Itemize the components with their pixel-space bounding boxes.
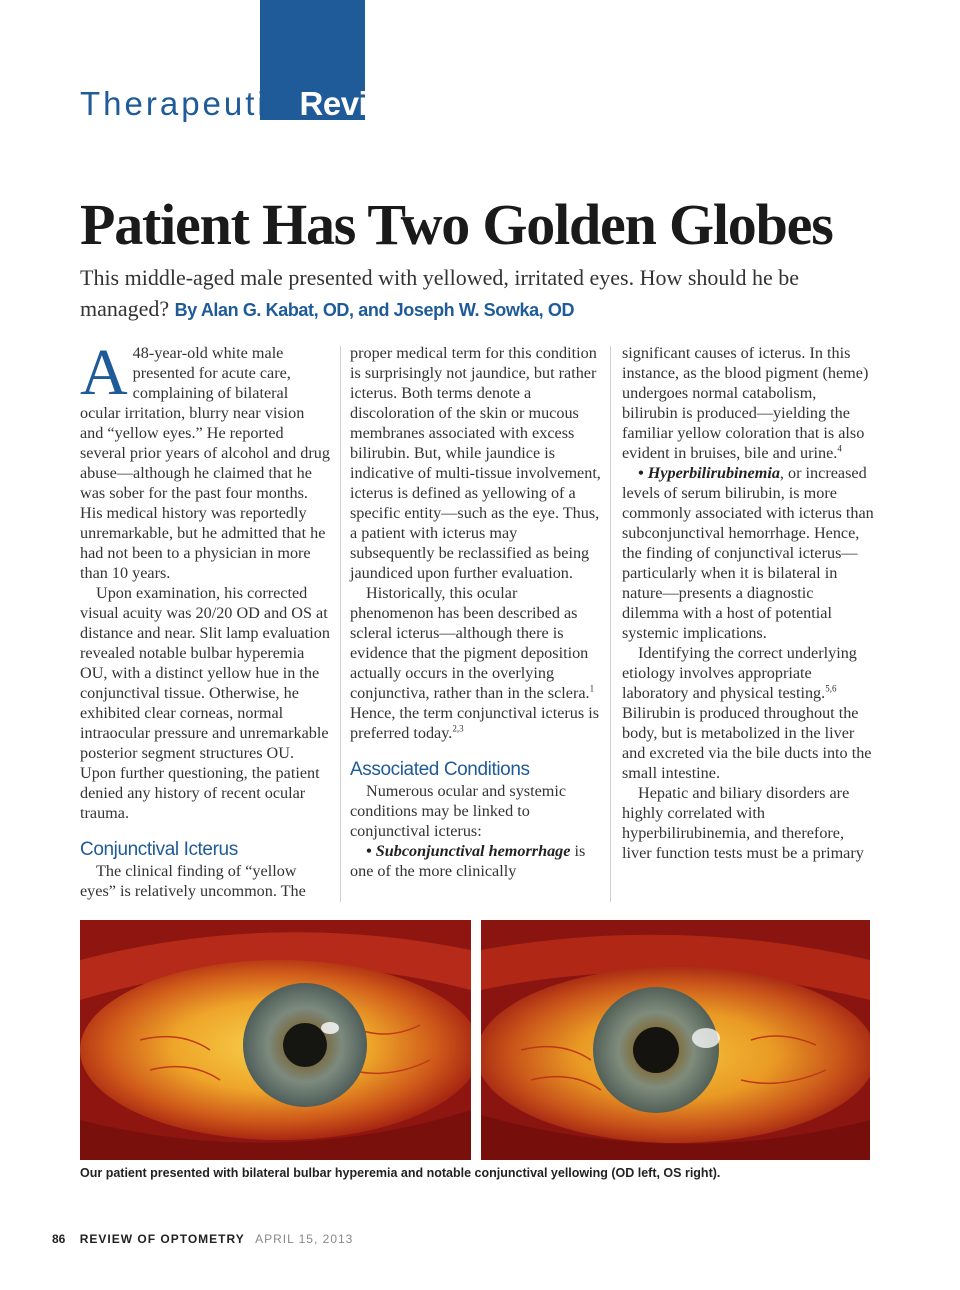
paragraph: proper medical term for this condition is surprisingly not jaundice, but rather icterus. Both terms denote a discoloration of the skin or mucous membranes associated with excess bilirubin. But, while jaundice is indicative of multi-tissue involvement, icterus is defined as yellowing of a specific entity—such as the eye. Thus, a patient with icterus may subsequently be reclassified as being jaundiced upon further evaluation. [350, 344, 601, 582]
paragraph [350, 583, 602, 743]
paragraph-text: 48-year-old white male presented for acute care, complaining of bilateral ocular irritation, blurry near vision and “yellow eyes.” He reported several prior years of alcohol and drug abuse—although he claimed that he was sober for the past four months. His medical history was reportedly unremarkable, but he admitted that he had not been to a physician in more than 10 years. [80, 344, 330, 582]
subhead-associated-conditions: Associated Conditions [350, 759, 530, 780]
deck-text: This middle-aged male presented with yellowed, irritated eyes. How should he be managed? [80, 265, 800, 321]
article-headline: Patient Has Two Golden Globes [80, 192, 833, 257]
issue-date: APRIL 15, 2013 [255, 1232, 354, 1246]
paragraph [350, 841, 602, 881]
column-3 [622, 343, 874, 863]
paragraph-text: Hence, the term conjunctival icterus is preferred today. [350, 704, 600, 742]
byline: By Alan G. Kabat, OD, and Joseph W. Sowka, OD [174, 300, 575, 320]
paragraph: The clinical finding of “yellow eyes” is relatively uncommon. The [80, 862, 306, 900]
paragraph-text: significant causes of icterus. In this instance, as the blood pigment (heme) undergoes normal catabolism, bilirubin is produced—yielding the familiar yellow coloration that is also evident in bruises, bile and urine. [622, 344, 869, 462]
column-1 [80, 336, 330, 901]
paragraph-text: Identifying the correct underlying etiology involves appropriate laboratory and physical testing. [622, 644, 857, 702]
citation: 1 [589, 683, 595, 694]
citation: 2,3 [452, 723, 464, 734]
bullet-term: • Subconjunctival hemorrhage [366, 842, 571, 860]
page-footer [52, 1232, 353, 1246]
drop-cap: A [80, 336, 128, 409]
paragraph-text: , or increased levels of serum bilirubin, is more commonly associated with icterus than subconjunctival hemorrhage. Hence, the finding of conjunctival icterus—particularly when it is bilateral in nature—presents a diagnostic dilemma with a host of potential systemic implications. [622, 464, 874, 642]
paragraph [622, 463, 874, 643]
column-rule [610, 346, 611, 902]
paragraph: Upon examination, his corrected visual acuity was 20/20 OD and OS at distance and near. Slit lamp evaluation revealed notable bulbar hyperemia OU, with a distinct yellow hue in the conjunctival tissue. Otherwise, he exhibited clear corneas, normal intraocular pressure and unremarkable posterior segment structures OU. Upon further questioning, the patient denied any history of recent ocular trauma. [80, 584, 330, 822]
paragraph [622, 643, 874, 783]
paragraph-text: Historically, this ocular phenomenon has been described as scleral icterus—although there is evidence that the pigment deposition actually occurs in the overlying conjunctiva, rather than in the sclera. [350, 584, 590, 702]
page-number: 86 [52, 1232, 66, 1246]
section-header [80, 84, 411, 125]
paragraph-text: Bilirubin is produced throughout the body, but is metabolized in the liver and excreted via the bile ducts into the small intestine. [622, 704, 872, 782]
column-2 [350, 343, 602, 881]
magazine-name: REVIEW OF OPTOMETRY [79, 1232, 245, 1246]
paragraph [80, 336, 330, 583]
eye-photo-od [80, 920, 471, 1160]
subhead-conjunctival-icterus: Conjunctival Icterus [80, 839, 238, 860]
photo-caption: Our patient presented with bilateral bulbar hyperemia and notable conjunctival yellowing (OD left, OS right). [80, 1166, 721, 1180]
paragraph-text: is one of the more clinically [350, 842, 586, 880]
paragraph: Numerous ocular and systemic conditions may be linked to conjunctival icterus: [350, 782, 567, 840]
citation: 4 [837, 443, 842, 454]
citation: 5,6 [825, 683, 837, 694]
eye-photo-os [481, 920, 870, 1160]
section-name-bold: Review [299, 85, 411, 122]
eye-od-image [80, 920, 471, 1160]
article-deck [80, 262, 880, 326]
paragraph: Hepatic and biliary disorders are highly correlated with hyperbilirubinemia, and therefore, liver function tests must be a primary [622, 784, 864, 862]
paragraph [622, 343, 874, 463]
section-name: Therapeutic [80, 85, 288, 122]
column-rule [340, 346, 341, 902]
eye-os-image [481, 920, 870, 1160]
bullet-term: • Hyperbilirubinemia [638, 464, 780, 482]
